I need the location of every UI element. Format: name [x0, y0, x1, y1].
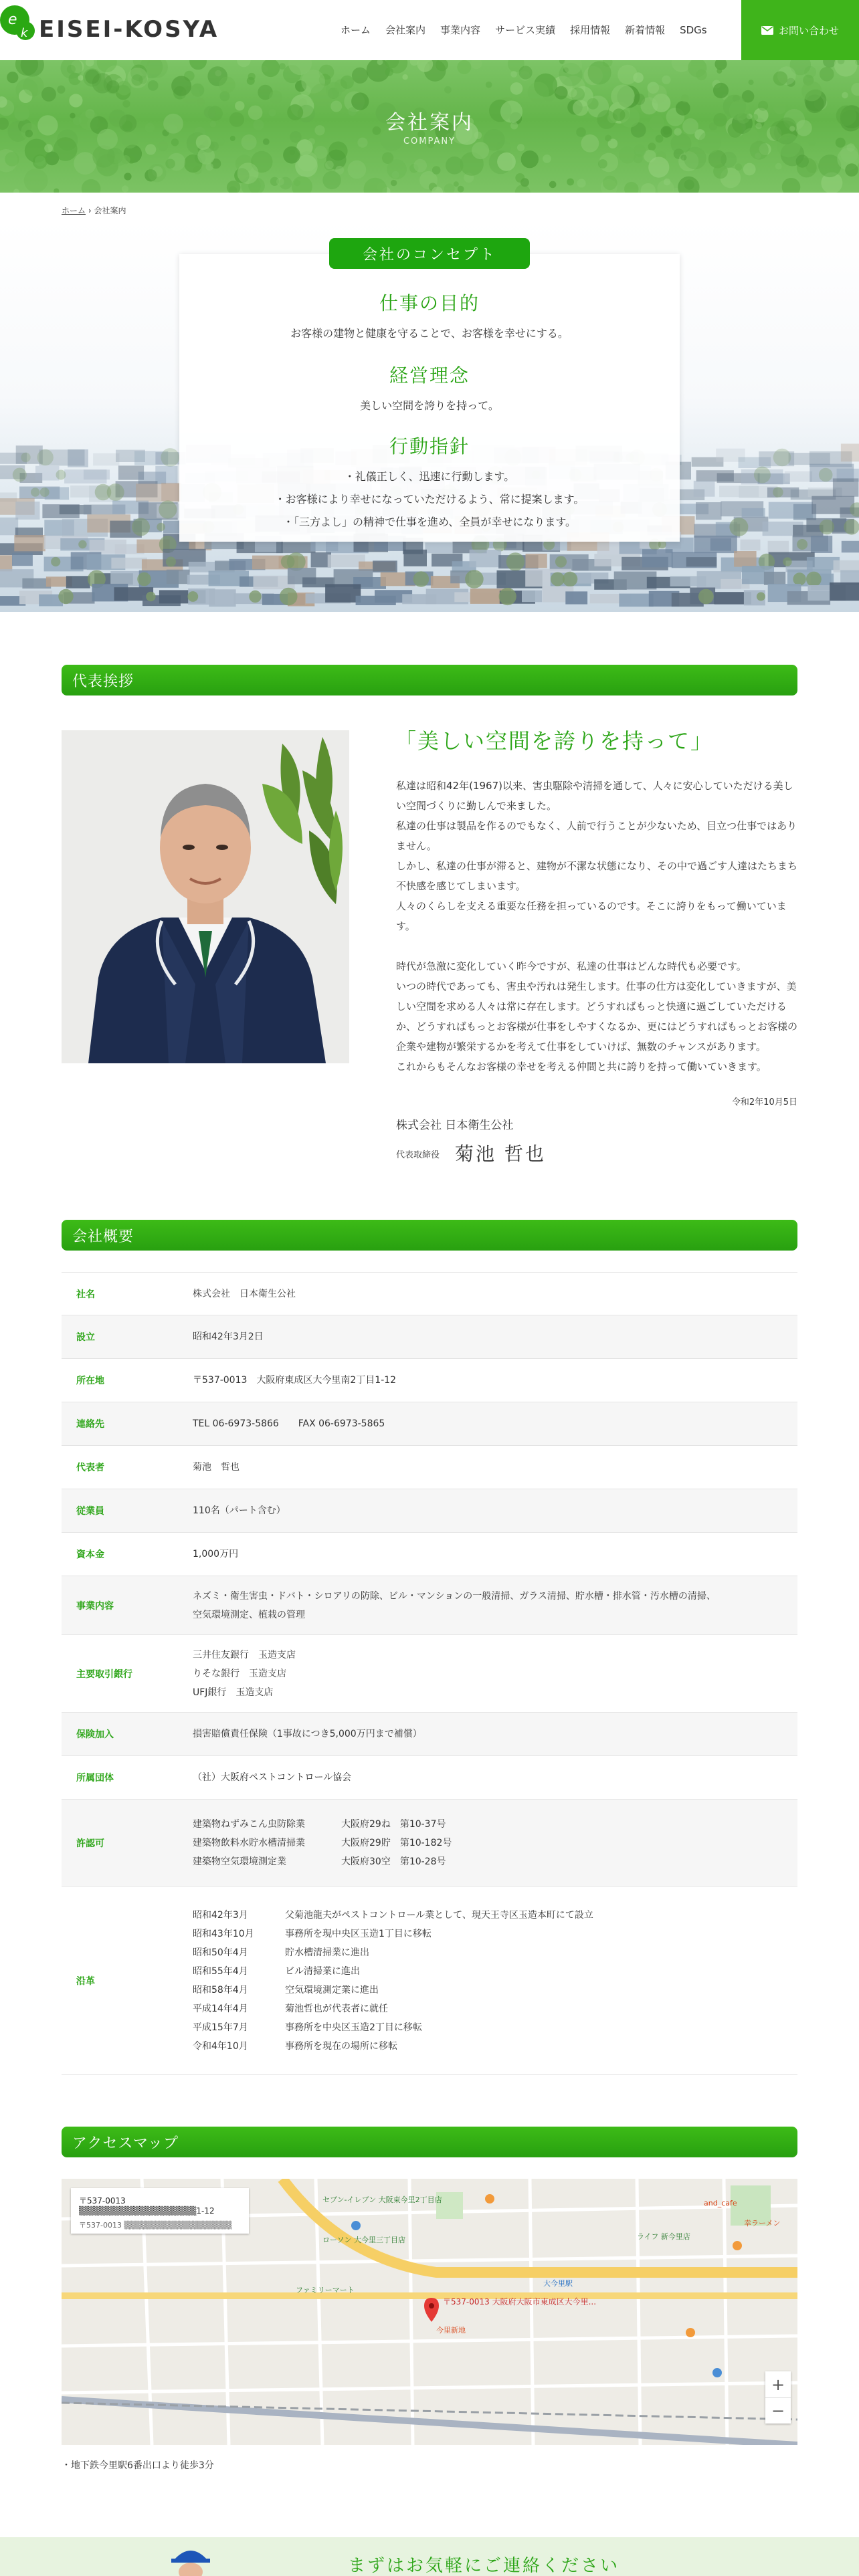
svg-text:e: e — [8, 11, 17, 28]
history-event: 空気環境測定業に進出 — [285, 1984, 379, 1996]
license-item — [193, 1852, 797, 1871]
svg-text:k: k — [21, 26, 28, 40]
history-item — [193, 1925, 797, 1943]
nav-results[interactable]: サービス実績 — [495, 24, 556, 36]
license-item — [193, 1815, 797, 1834]
history-item — [193, 2037, 797, 2056]
greeting-date: 令和2年10月5日 — [731, 1097, 797, 1107]
license-number: 大阪府29貯 第10-182号 — [341, 1837, 452, 1848]
history-date: 令和4年10月 — [193, 2040, 248, 2052]
logo-badge-icon — [0, 0, 40, 40]
row-label: 主要取引銀行 — [62, 1635, 193, 1713]
greeting-paragraph: 私達は昭和42年(1967)以来、害虫駆除や清掃を通して、人々に安心していただける美しい空間づくりに勤しんで来ました。 — [396, 780, 793, 812]
map-poi-label: 今里新地 — [436, 2326, 466, 2335]
map-poi-label: ライフ 新今里店 — [637, 2232, 690, 2241]
cta-text: まずはお気軽にご連絡ください — [348, 2556, 620, 2576]
row-value: 損害賠償責任保険（1事故につき5,000万円まで補償） — [193, 1713, 797, 1756]
business-line: 空気環境測定、植栽の管理 — [193, 1609, 305, 1620]
history-date: 昭和58年4月 — [193, 1984, 248, 1996]
guideline-item: ・お客様により幸せになっていただけるよう、常に提案します。 — [274, 493, 585, 506]
business-line: ネズミ・衛生害虫・ドバト・シロアリの防除、ビル・マンションの一般清掃、ガラス清掃、貯水槽・排水管・汚水槽の清掃、 — [193, 1590, 716, 1602]
greeting-section-header: 代表挨拶 — [62, 665, 797, 695]
contact-button[interactable] — [741, 0, 859, 60]
profile-section-header: 会社概要 — [62, 1220, 797, 1251]
company-profile-table — [62, 1272, 797, 2075]
history-item — [193, 1981, 797, 2000]
greeting-paragraph: いつの時代であっても、害虫や汚れは発生します。仕事の仕方は変化していきますが、美しい空間を求める人々は常に存在します。どうすればもっと快適に過ごしていただけるか、どうすればもっとお客様が仕事をしやすくなるか、更にはどうすればもっとお客様の企業や建物が繁栄するかを考えて仕事をしていけば、無数のチャンスがあります。 — [396, 980, 798, 1053]
row-label: 設立 — [62, 1315, 193, 1359]
philosophy-heading: 経営理念 — [389, 364, 470, 387]
president-photo — [62, 730, 349, 1063]
table-row — [62, 1887, 797, 2075]
president-name: 菊池 哲也 — [455, 1143, 546, 1165]
greeting-title: 「美しい空間を誇りを持って」 — [395, 728, 714, 754]
table-row — [62, 1756, 797, 1800]
table-row — [62, 1402, 797, 1446]
table-row — [62, 1315, 797, 1359]
history-item — [193, 1906, 797, 1925]
zoom-in-button[interactable]: + — [771, 2375, 785, 2394]
history-event: 事務所を中央区玉造2丁目に移転 — [285, 2022, 422, 2033]
map-poi-label: and_cafe — [704, 2199, 737, 2208]
row-label: 資本金 — [62, 1533, 193, 1576]
row-value — [193, 1887, 797, 2075]
row-value: 1,000万円 — [193, 1533, 797, 1576]
staff-illustration — [167, 2541, 214, 2576]
history-date: 平成15年7月 — [193, 2022, 248, 2033]
bank-item: UFJ銀行 玉造支店 — [193, 1687, 274, 1698]
row-label: 所属団体 — [62, 1756, 193, 1800]
history-item — [193, 1943, 797, 1962]
row-label: 許認可 — [62, 1800, 193, 1887]
table-row — [62, 1800, 797, 1887]
bank-item: 三井住友銀行 玉造支店 — [193, 1649, 296, 1660]
history-event: 父菊池龍夫がペストコントロール業として、現天王寺区玉造本町にて設立 — [285, 1909, 593, 1921]
history-event: ビル清掃業に進出 — [285, 1965, 360, 1977]
table-row — [62, 1713, 797, 1756]
row-label: 社名 — [62, 1273, 193, 1315]
row-value: 昭和42年3月2日 — [193, 1315, 797, 1359]
breadcrumb — [62, 205, 126, 216]
map-poi-label: 大今里駅 — [543, 2279, 573, 2288]
greeting-paragraph: 時代が急激に変化していく昨今ですが、私達の仕事はどんな時代も必要です。 — [396, 960, 747, 972]
row-label: 所在地 — [62, 1359, 193, 1402]
greeting-paragraph: 人々のくらしを支える重要な任務を担っているのです。そこに誇りをもって働いています。 — [396, 900, 787, 932]
map-poi-label: セブン-イレブン 大阪東今里2丁目店 — [322, 2195, 442, 2204]
page-subtitle: COMPANY — [403, 136, 456, 146]
concept-tab-label: 会社のコンセプト — [329, 238, 530, 269]
history-item — [193, 2000, 797, 2018]
license-type: 建築物ねずみこん虫防除業 — [193, 1818, 305, 1830]
map-zoom-controls — [765, 2371, 791, 2424]
guideline-item: ・礼儀正しく、迅速に行動します。 — [344, 470, 515, 483]
tel-number[interactable]: TEL 06-6973-5866 — [193, 1418, 279, 1429]
bank-item: りそな銀行 玉造支店 — [193, 1668, 286, 1679]
map-info-card[interactable] — [71, 2188, 249, 2234]
map-poi-label: ファミリーマート — [296, 2286, 355, 2294]
row-label: 沿革 — [62, 1887, 193, 2075]
greeting-paragraph: しかし、私達の仕事が滞ると、建物が不潔な状態になり、その中で過ごす人達はたちまち不快感を感じてしまいます。 — [396, 860, 798, 892]
history-event: 菊池哲也が代表者に就任 — [285, 2003, 388, 2014]
table-row — [62, 1489, 797, 1533]
site-header — [0, 0, 859, 60]
history-date: 平成14年4月 — [193, 2003, 248, 2014]
history-item — [193, 1962, 797, 1981]
greeting-paragraph: これからもそんなお客様の幸せを考える仲間と共に誇りを持って働いていきます。 — [396, 1061, 767, 1073]
guideline-item: ・「三方よし」の精神で仕事を進め、全員が幸せになります。 — [282, 516, 577, 528]
access-section-header: アクセスマップ — [62, 2127, 797, 2157]
license-number: 大阪府29ね 第10-37号 — [341, 1818, 446, 1830]
mail-icon — [761, 26, 773, 35]
greeting-role: 代表取締役 — [396, 1150, 440, 1160]
purpose-heading: 仕事の目的 — [379, 292, 480, 314]
nav-home[interactable]: ホーム — [341, 24, 371, 36]
row-value: 株式会社 日本衛生公社 — [193, 1273, 797, 1315]
row-value — [193, 1800, 797, 1887]
history-item — [193, 2018, 797, 2037]
map-poi-label: 幸ラーメン — [744, 2219, 781, 2228]
row-label: 事業内容 — [62, 1576, 193, 1635]
row-value: （社）大阪府ペストコントロール協会 — [193, 1756, 797, 1800]
page-hero — [0, 60, 859, 193]
purpose-text: お客様の建物と健康を守ることで、お客様を幸せにする。 — [290, 327, 569, 340]
concept-card — [179, 254, 680, 542]
page-title: 会社案内 — [385, 111, 474, 134]
license-type: 建築物空気環境測定業 — [193, 1856, 286, 1867]
breadcrumb-separator: › — [88, 206, 92, 215]
row-label: 従業員 — [62, 1489, 193, 1533]
breadcrumb-current: 会社案内 — [94, 206, 126, 215]
row-value: 110名（パート含む） — [193, 1489, 797, 1533]
map-poi-label: ローソン 大今里三丁目店 — [322, 2236, 406, 2244]
row-value — [193, 1402, 797, 1446]
nav-company[interactable]: 会社案内 — [385, 24, 426, 36]
license-type: 建築物飲料水貯水槽清掃業 — [193, 1837, 305, 1848]
history-date: 昭和43年10月 — [193, 1928, 254, 1939]
nav-news[interactable]: 新着情報 — [625, 24, 666, 36]
nav-recruit[interactable]: 採用情報 — [570, 24, 611, 36]
greeting-spacer — [396, 936, 797, 956]
greeting-body — [396, 776, 797, 1077]
table-row — [62, 1273, 797, 1315]
nav-business[interactable]: 事業内容 — [440, 24, 481, 36]
row-value — [193, 1635, 797, 1713]
row-value: 〒537-0013 大阪府東成区大今里南2丁目1-12 — [193, 1359, 797, 1402]
row-value: 菊池 哲也 — [193, 1446, 797, 1489]
map-pin-label: 〒537-0013 大阪府大阪市東成区大今里... — [443, 2297, 597, 2306]
breadcrumb-home-link[interactable]: ホーム — [62, 206, 86, 215]
map-info-sub: 〒537-0013 ▒▒▒▒▒▒▒▒▒▒▒▒▒▒▒▒▒▒▒ — [79, 2221, 232, 2230]
history-event: 貯水槽清掃業に進出 — [285, 1947, 369, 1958]
history-event: 事務所を現中央区玉造1丁目に移転 — [285, 1928, 432, 1939]
row-label: 連絡先 — [62, 1402, 193, 1446]
license-item — [193, 1834, 797, 1852]
contact-label: お問い合わせ — [778, 24, 839, 37]
fax-number: FAX 06-6973-5865 — [298, 1418, 385, 1429]
row-label: 保険加入 — [62, 1713, 193, 1756]
guideline-heading: 行動指針 — [389, 435, 470, 457]
history-date: 昭和42年3月 — [193, 1909, 248, 1921]
logo-text: EISEI-KOSYA — [39, 16, 219, 43]
philosophy-text: 美しい空間を誇りを持って。 — [360, 399, 499, 412]
license-number: 大阪府30空 第10-28号 — [341, 1856, 446, 1867]
table-row — [62, 1446, 797, 1489]
access-note: ・地下鉄今里駅6番出口より徒歩3分 — [62, 2460, 214, 2471]
map-info-title: 〒537-0013 ▒▒▒▒▒▒▒▒▒▒▒▒▒▒▒▒▒▒▒1-12 — [79, 2196, 215, 2216]
table-row — [62, 1359, 797, 1402]
greeting-company: 株式会社 日本衛生公社 — [396, 1119, 514, 1132]
access-map[interactable] — [62, 2179, 797, 2445]
history-date: 昭和55年4月 — [193, 1965, 248, 1977]
contact-cta-band — [0, 2537, 859, 2576]
main-nav — [333, 22, 714, 38]
history-event: 事務所を現在の場所に移転 — [285, 2040, 397, 2052]
history-date: 昭和50年4月 — [193, 1947, 248, 1958]
nav-sdgs[interactable]: SDGs — [680, 24, 707, 36]
row-label: 代表者 — [62, 1446, 193, 1489]
row-value — [193, 1576, 797, 1635]
greeting-paragraph: 私達の仕事は製品を作るのでもなく、人前で行うことが少ないため、目立つ仕事ではありません。 — [396, 820, 797, 852]
zoom-out-button[interactable]: − — [765, 2397, 791, 2424]
table-row — [62, 1576, 797, 1635]
table-row — [62, 1635, 797, 1713]
table-row — [62, 1533, 797, 1576]
